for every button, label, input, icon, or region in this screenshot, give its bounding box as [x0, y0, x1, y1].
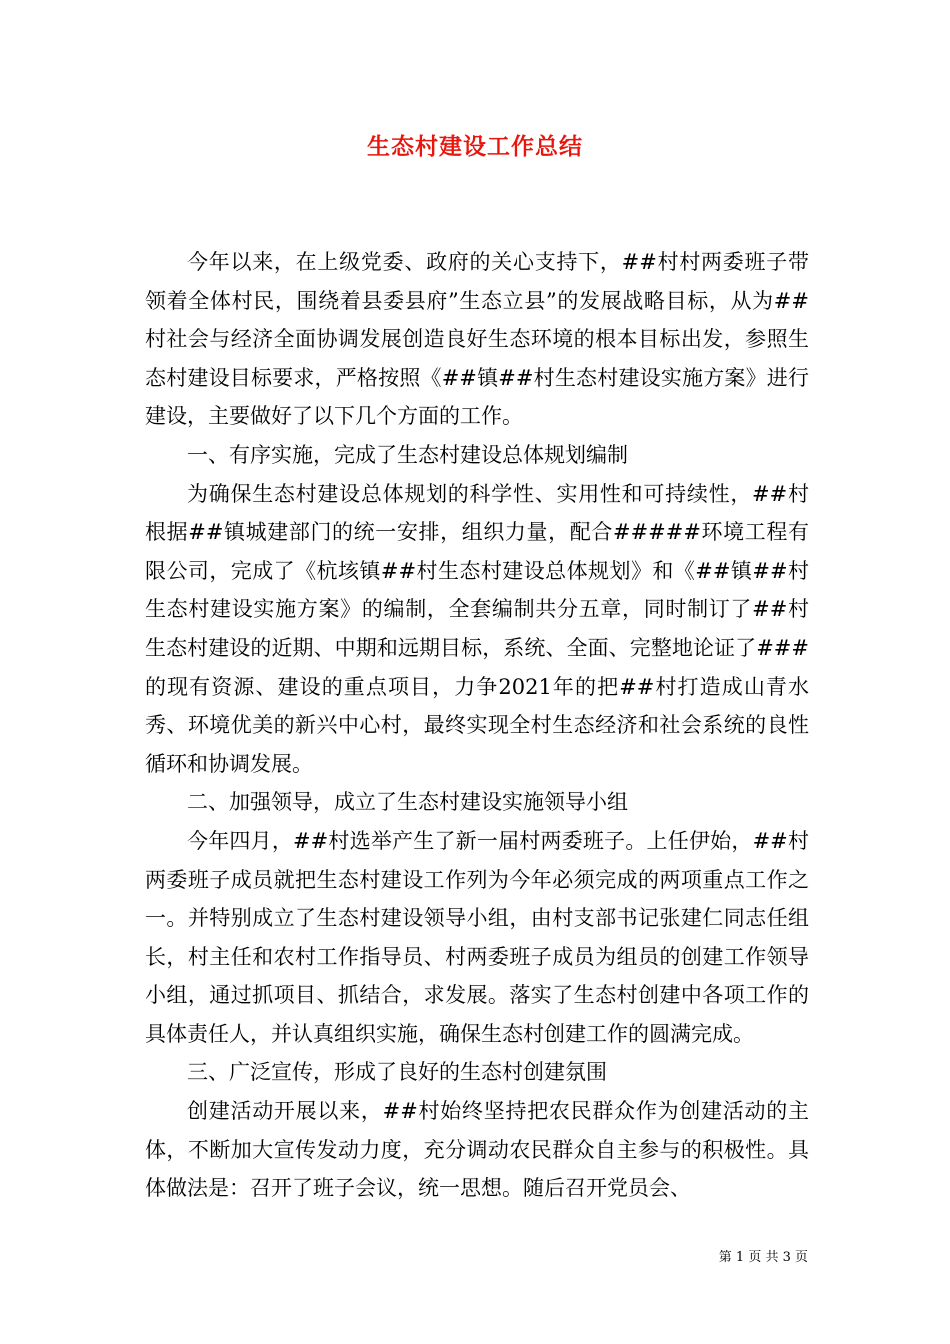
- document-title: 生态村建设工作总结: [367, 133, 583, 160]
- paragraph-section-1: 为确保生态村建设总体规划的科学性、实用性和可持续性，##村根据##镇城建部门的统一安排，组织力量，配合#####环境工程有限公司，完成了《杭垓镇##村生态村建设总体规划》和《##镇##村生态村建设实施方案》的编制，全套编制共分五章，同时制订了##村生态村建设的近期、中期和远期目标，系统、全面、完整地论证了###的现有资源、建设的重点项目，力争2021年的把##村打造成山青水秀、环境优美的新兴中心村，最终实现全村生态经济和社会系统的良性循环和协调发展。: [145, 481, 809, 776]
- section-heading-1: 一、有序实施，完成了生态村建设总体规划编制: [187, 442, 628, 467]
- page-number-footer: 第 1 页 共 3 页: [718, 1250, 808, 1265]
- section-heading-3: 三、广泛宣传，形成了良好的生态村创建氛围: [187, 1060, 607, 1085]
- paragraph-intro: 今年以来，在上级党委、政府的关心支持下，##村村两委班子带领着全体村民，围绕着县委县府”生态立县”的发展战略目标，从为##村社会与经济全面协调发展创造良好生态环境的根本目标出发，参照生态村建设目标要求，严格按照《##镇##村生态村建设实施方案》进行建设，主要做好了以下几个方面的工作。: [145, 250, 809, 429]
- paragraph-section-2: 今年四月，##村选举产生了新一届村两委班子。上任伊始，##村两委班子成员就把生态村建设工作列为今年必须完成的两项重点工作之一。并特别成立了生态村建设领导小组，由村支部书记张建仁同志任组长，村主任和农村工作指导员、村两委班子成员为组员的创建工作领导小组，通过抓项目、抓结合，求发展。落实了生态村创建中各项工作的具体责任人，并认真组织实施，确保生态村创建工作的圆满完成。: [145, 828, 809, 1046]
- document-body: [145, 243, 809, 1208]
- section-heading-2: 二、加强领导，成立了生态村建设实施领导小组: [187, 790, 628, 815]
- paragraph-section-3: 创建活动开展以来，##村始终坚持把农民群众作为创建活动的主体，不断加大宣传发动力度，充分调动农民群众自主参与的积极性。具体做法是：召开了班子会议，统一思想。随后召开党员会、: [145, 1099, 809, 1201]
